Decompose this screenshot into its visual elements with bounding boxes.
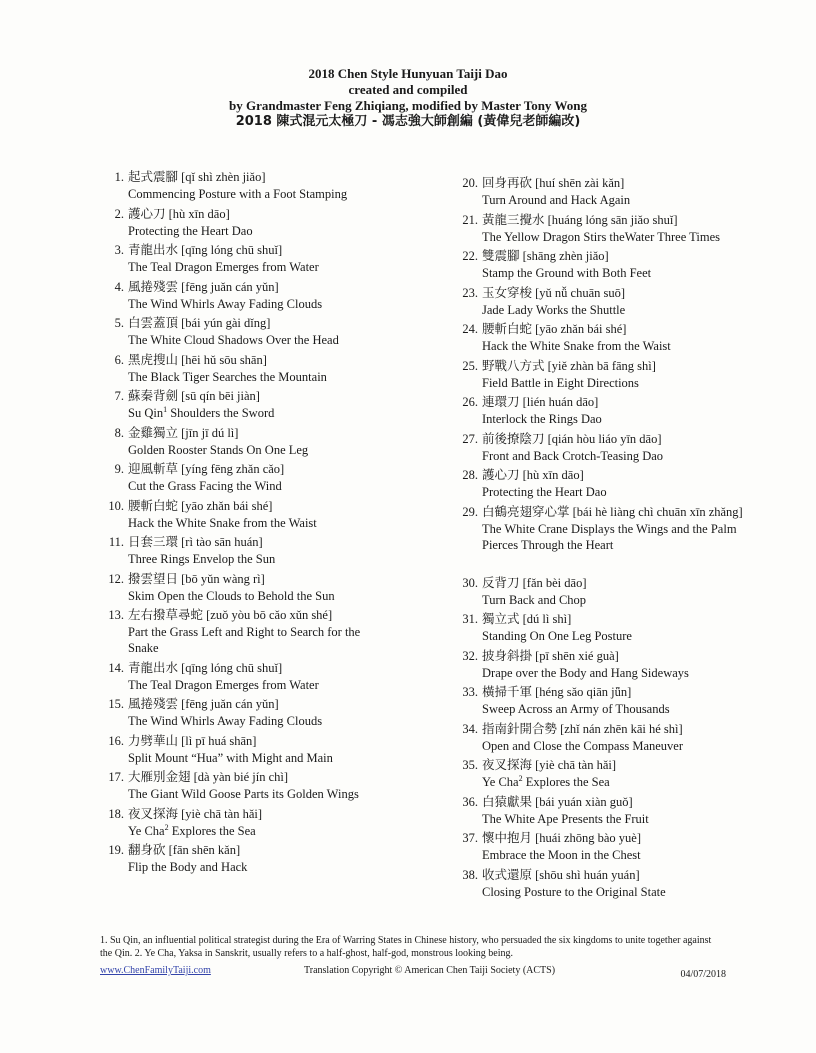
item-chinese-name: 護心刀 [482, 467, 520, 482]
list-item [456, 503, 756, 574]
item-chinese-name: 雙震腳 [482, 248, 520, 263]
item-chinese-line [128, 387, 392, 405]
item-english-name [482, 884, 756, 902]
item-number: 19. [108, 843, 124, 857]
item-number: 37. [462, 831, 478, 845]
item-chinese-name: 白猿獻果 [482, 793, 533, 809]
footnote-marker: 2 [518, 773, 523, 783]
item-english-text-cont: Explores the Sea [522, 775, 610, 789]
list-item [102, 205, 392, 242]
item-english-name [482, 338, 756, 356]
list-item [456, 720, 756, 757]
item-chinese-line [482, 503, 756, 521]
item-chinese-name: 披身斜掛 [482, 647, 533, 663]
item-english-text: Commencing Posture with a Foot Stamping [128, 187, 348, 201]
footnotes: 1. Su Qin, an influential political strategist during the Era of Warring States in Chinese history, who persuaded the six kingdoms to unite together against the Qin. 2. Ye Cha, Yaksa in Sanskrit, usually refers to a half-ghost, half-god, monstrous looking being. [100, 935, 712, 959]
item-number: 11. [108, 535, 124, 549]
item-number: 18. [108, 806, 124, 821]
item-pinyin: [fēng juǎn cán yǔn] [181, 279, 279, 294]
item-number: 3. [114, 243, 124, 257]
item-english-name [482, 229, 756, 247]
item-pinyin: [yíng fēng zhǎn cǎo] [181, 462, 285, 476]
item-pinyin: [jīn jī dú lì] [181, 425, 239, 440]
item-english-text: Interlock the Rings Dao [482, 412, 602, 426]
item-english-text: Sweep Across an Army of Thousands [482, 702, 670, 716]
item-english-name [128, 786, 392, 804]
item-chinese-line [128, 841, 392, 859]
item-pinyin: [bái yún gài dǐng] [181, 316, 271, 330]
item-english-text: Front and Back Crotch-Teasing Dao [482, 448, 664, 463]
item-english-text: Protecting the Heart Dao [128, 223, 253, 238]
item-english-name [128, 677, 392, 695]
item-pinyin: [shōu shì huán yuán] [535, 867, 640, 882]
item-number: 2. [114, 206, 124, 221]
title-line-2: created and compiled [348, 82, 468, 97]
item-chinese-name: 前後撩陰刀 [482, 430, 545, 446]
item-chinese-line [482, 756, 756, 774]
item-english-text: Flip the Body and Hack [128, 860, 248, 874]
item-english-text: Part the Grass Left and Right to Search for the Snake [128, 625, 361, 655]
item-pinyin: [yiè chā tàn hǎi] [181, 806, 262, 821]
item-english-text: Cut the Grass Facing the Wind [128, 479, 282, 493]
item-chinese-line [128, 570, 392, 588]
item-chinese-line [482, 174, 756, 192]
item-number: 7. [114, 389, 124, 403]
list-item [456, 866, 756, 903]
copyright-notice: Translation Copyright © American Chen Taiji Society (ACTS) [304, 965, 556, 976]
item-chinese-name: 青龍出水 [128, 659, 179, 675]
item-pinyin: [bái hè liàng chì chuān xīn zhǎng] [572, 504, 743, 519]
item-number: 26. [462, 395, 478, 409]
item-english-text: Closing Posture to the Original State [482, 884, 666, 899]
list-item [102, 241, 392, 278]
item-chinese-name: 日套三環 [128, 534, 179, 549]
item-english-name [482, 738, 756, 756]
item-chinese-line [482, 247, 756, 265]
title-line-3: by Grandmaster Feng Zhiqiang, modified by Master Tony Wong [229, 98, 587, 113]
item-english-text-cont: Shoulders the Sword [167, 406, 275, 420]
item-chinese-line [128, 768, 392, 786]
item-chinese-name: 回身再砍 [482, 175, 533, 190]
item-pinyin: [huáng lóng sān jiǎo shuǐ] [547, 212, 678, 227]
item-chinese-name: 玉女穿梭 [482, 284, 533, 300]
item-english-name [128, 750, 392, 768]
item-number: 4. [114, 279, 124, 294]
item-number: 24. [462, 322, 478, 336]
item-english-name [128, 551, 392, 569]
item-number: 35. [462, 758, 478, 772]
item-pinyin: [qīng lóng chū shuǐ] [181, 243, 283, 257]
title-line-1: 2018 Chen Style Hunyuan Taiji Dao [308, 66, 508, 81]
item-pinyin: [fǎn bèi dāo] [522, 575, 587, 590]
item-english-text: Protecting the Heart Dao [482, 485, 607, 499]
item-english-text: The White Ape Presents the Fruit [482, 811, 649, 826]
list-item [102, 424, 392, 461]
item-english-text: The Giant Wild Goose Parts its Golden Wings [128, 787, 359, 801]
item-number: 20. [462, 176, 478, 190]
item-chinese-line [482, 466, 756, 484]
item-chinese-name: 夜叉探海 [482, 757, 533, 772]
item-chinese-line [482, 683, 756, 701]
item-chinese-line [128, 533, 392, 551]
item-number: 32. [462, 648, 478, 663]
item-chinese-line [128, 805, 392, 823]
item-chinese-line [128, 205, 392, 223]
list-item [456, 610, 756, 647]
page-footer [100, 965, 726, 979]
item-number: 27. [462, 431, 478, 446]
item-number: 28. [462, 468, 478, 482]
item-pinyin: [yiě zhàn bā fāng shì] [547, 358, 656, 373]
item-chinese-name: 風捲殘雲 [128, 696, 179, 711]
item-pinyin: [yiè chā tàn hǎi] [535, 758, 616, 772]
item-chinese-line [482, 793, 756, 811]
item-english-name [482, 265, 756, 283]
item-chinese-name: 懷中抱月 [482, 830, 533, 845]
item-chinese-line [128, 497, 392, 515]
item-pinyin: [hēi hǔ sōu shān] [181, 352, 267, 367]
list-item [456, 683, 756, 720]
item-chinese-name: 橫掃千軍 [482, 684, 533, 699]
item-english-text: The Teal Dragon Emerges from Water [128, 677, 319, 692]
item-pinyin: [hù xīn dāo] [522, 468, 584, 482]
item-english-text: Hack the White Snake from the Waist [128, 515, 317, 530]
item-chinese-name: 起式震腳 [128, 169, 179, 184]
item-chinese-name: 指南針開合勢 [482, 720, 558, 736]
item-chinese-name: 腰斬白蛇 [482, 321, 533, 336]
item-number: 14. [108, 660, 124, 675]
footnote-marker: 1 [163, 404, 168, 414]
item-chinese-line [128, 351, 392, 369]
title-line-chinese: 2018 陳式混元太極刀 - 馮志強大師創編 (黃偉兒老師編改) [235, 114, 581, 129]
item-pinyin: [yāo zhǎn bái shé] [535, 322, 627, 336]
item-pinyin: [qián hòu liáo yīn dāo] [547, 431, 662, 446]
item-chinese-name: 白鶴亮翅穿心掌 [482, 503, 570, 519]
list-item [102, 533, 392, 570]
item-english-text: Open and Close the Compass Maneuver [482, 738, 684, 753]
list-item [456, 647, 756, 684]
item-english-text: The Wind Whirls Away Fading Clouds [128, 714, 323, 728]
list-item [102, 841, 392, 878]
item-chinese-name: 夜叉探海 [128, 805, 179, 821]
item-number: 23. [462, 285, 478, 300]
item-english-text: Drape over the Body and Hang Sideways [482, 665, 689, 680]
item-chinese-line [128, 424, 392, 442]
item-chinese-line [128, 241, 392, 259]
item-english-text: Split Mount “Hua” with Might and Main [128, 750, 333, 765]
item-english-name [482, 521, 756, 555]
item-number: 29. [462, 504, 478, 519]
item-chinese-name: 反背刀 [482, 574, 520, 590]
item-pinyin: [héng sǎo qiān jǖn] [535, 685, 632, 699]
item-english-name [482, 811, 756, 829]
item-chinese-name: 收式還原 [482, 866, 533, 882]
document-header [0, 66, 816, 130]
item-english-text: Jade Lady Works the Shuttle [482, 302, 626, 317]
item-pinyin: [yǔ nǚ chuān suō] [535, 285, 626, 300]
item-english-name [482, 192, 756, 210]
item-number: 31. [462, 612, 478, 626]
item-number: 16. [108, 733, 124, 748]
item-chinese-line [128, 606, 392, 624]
list-item [102, 314, 392, 351]
list-item [456, 466, 756, 503]
list-item [456, 320, 756, 357]
item-chinese-line [482, 320, 756, 338]
item-english-name [482, 847, 756, 865]
item-number: 1. [114, 170, 124, 184]
item-english-text: The Black Tiger Searches the Mountain [128, 369, 327, 384]
item-english-name [482, 628, 756, 646]
list-item [456, 174, 756, 211]
item-pinyin: [shāng zhèn jiǎo] [522, 249, 609, 263]
item-english-text: The White Crane Displays the Wings and the Palm Pierces Through the Heart [482, 521, 737, 552]
item-chinese-name: 金雞獨立 [128, 424, 179, 440]
item-chinese-name: 白雲蓋頂 [128, 315, 179, 330]
item-chinese-name: 力劈華山 [128, 732, 179, 748]
list-item [102, 695, 392, 732]
item-english-text-cont: Explores the Sea [168, 823, 256, 838]
list-item [456, 357, 756, 394]
item-pinyin: [lì pī huá shān] [181, 733, 257, 748]
item-pinyin: [lién huán dāo] [522, 395, 599, 409]
item-pinyin: [huái zhōng bào yuè] [535, 831, 642, 845]
item-number: 8. [114, 425, 124, 440]
item-chinese-name: 蘇秦背劍 [128, 388, 179, 403]
list-item [102, 659, 392, 696]
item-number: 5. [114, 316, 124, 330]
item-pinyin: [sū qín bēi jiàn] [181, 389, 260, 403]
item-pinyin: [fān shēn kǎn] [168, 843, 241, 857]
list-item [456, 574, 756, 611]
item-english-text: The Wind Whirls Away Fading Clouds [128, 296, 323, 311]
item-chinese-line [482, 610, 756, 628]
list-item [456, 211, 756, 248]
item-number: 36. [462, 794, 478, 809]
item-english-name [482, 665, 756, 683]
item-english-name [482, 375, 756, 393]
left-column-list [102, 168, 392, 878]
list-item [456, 393, 756, 430]
item-chinese-name: 翻身砍 [128, 842, 166, 857]
item-number: 21. [462, 212, 478, 227]
list-item [102, 805, 392, 842]
item-number: 17. [108, 770, 124, 784]
item-pinyin: [yāo zhǎn bái shé] [181, 498, 273, 513]
item-chinese-line [128, 460, 392, 478]
item-number: 25. [462, 358, 478, 373]
list-item [456, 793, 756, 830]
item-chinese-name: 青龍出水 [128, 242, 179, 257]
item-english-text: Three Rings Envelop the Sun [128, 552, 276, 566]
item-english-name [482, 448, 756, 466]
item-english-text: Ye Cha [128, 823, 165, 838]
item-english-name [128, 478, 392, 496]
item-english-name [482, 701, 756, 719]
item-pinyin: [dú lì shì] [522, 612, 572, 626]
item-english-name [128, 859, 392, 877]
item-english-name [128, 442, 392, 460]
item-pinyin: [bō yǔn wàng rì] [181, 571, 265, 586]
item-chinese-name: 護心刀 [128, 205, 166, 221]
item-english-name [128, 624, 392, 658]
item-chinese-name: 迎風斬草 [128, 461, 179, 476]
item-chinese-line [482, 284, 756, 302]
item-english-name [128, 223, 392, 241]
list-item [102, 497, 392, 534]
item-english-text: Skim Open the Clouds to Behold the Sun [128, 588, 335, 603]
item-chinese-line [128, 695, 392, 713]
list-item [102, 732, 392, 769]
item-english-text: Stamp the Ground with Both Feet [482, 266, 652, 280]
list-item [102, 387, 392, 424]
item-pinyin: [bái yuán xiàn guǒ] [535, 794, 633, 809]
website-link[interactable]: www.ChenFamilyTaiji.com [100, 965, 211, 976]
item-chinese-name: 左右撥草尋蛇 [128, 607, 204, 622]
list-item [102, 768, 392, 805]
right-column-list [456, 174, 756, 902]
item-chinese-line [128, 168, 392, 186]
item-english-name [482, 411, 756, 429]
item-number: 30. [462, 575, 478, 590]
list-item [102, 168, 392, 205]
item-english-text: Embrace the Moon in the Chest [482, 848, 641, 862]
item-pinyin: [qǐ shì zhèn jiǎo] [181, 170, 266, 184]
list-item [456, 430, 756, 467]
list-item [456, 829, 756, 866]
item-chinese-name: 大雁別金翅 [128, 769, 191, 784]
item-chinese-name: 腰斬白蛇 [128, 497, 179, 513]
item-english-name [128, 296, 392, 314]
item-number: 33. [462, 685, 478, 699]
item-number: 12. [108, 571, 124, 586]
item-number: 13. [108, 608, 124, 622]
list-item [102, 606, 392, 659]
footnote-marker: 2 [164, 822, 169, 832]
item-english-name [128, 405, 392, 423]
item-chinese-line [128, 732, 392, 750]
item-pinyin: [zhǐ nán zhēn kāi hé shì] [560, 721, 683, 736]
item-chinese-line [128, 314, 392, 332]
item-chinese-line [482, 430, 756, 448]
item-english-text: Standing On One Leg Posture [482, 629, 632, 643]
list-item [456, 247, 756, 284]
item-english-name [128, 369, 392, 387]
item-chinese-line [482, 211, 756, 229]
item-english-name [128, 186, 392, 204]
item-chinese-line [482, 393, 756, 411]
item-english-name [128, 823, 392, 841]
item-number: 10. [108, 498, 124, 513]
item-english-name [482, 592, 756, 610]
item-number: 6. [114, 352, 124, 367]
item-chinese-line [482, 357, 756, 375]
list-item [456, 284, 756, 321]
item-number: 38. [462, 867, 478, 882]
item-english-text: Hack the White Snake from the Waist [482, 339, 671, 353]
item-chinese-name: 連環刀 [482, 394, 520, 409]
item-pinyin: [qīng lóng chū shuǐ] [181, 660, 283, 675]
item-number: 22. [462, 249, 478, 263]
item-number: 34. [462, 721, 478, 736]
item-english-text: The Teal Dragon Emerges from Water [128, 260, 319, 274]
item-chinese-name: 野戰八方式 [482, 357, 545, 373]
item-number: 15. [108, 697, 124, 711]
item-english-text: Turn Around and Hack Again [482, 193, 631, 207]
item-pinyin: [hù xīn dāo] [168, 206, 230, 221]
item-pinyin: [dà yàn bié jín chì] [193, 770, 289, 784]
item-chinese-name: 黑虎搜山 [128, 351, 179, 367]
item-pinyin: [rì tào sān huán] [181, 535, 263, 549]
list-item [102, 278, 392, 315]
list-item [456, 756, 756, 793]
list-item [102, 351, 392, 388]
item-english-name [128, 259, 392, 277]
item-english-text: Turn Back and Chop [482, 592, 587, 607]
item-chinese-line [482, 866, 756, 884]
item-english-name [128, 713, 392, 731]
item-pinyin: [fēng juǎn cán yǔn] [181, 697, 279, 711]
item-english-name [482, 302, 756, 320]
item-number: 9. [114, 462, 124, 476]
item-english-text: Su Qin [128, 406, 164, 420]
item-english-name [128, 515, 392, 533]
item-chinese-line [482, 829, 756, 847]
item-english-text: Field Battle in Eight Directions [482, 375, 639, 390]
list-item [102, 570, 392, 607]
item-chinese-name: 黃龍三攪水 [482, 211, 545, 227]
item-english-text: The Yellow Dragon Stirs theWater Three Times [482, 229, 720, 244]
item-chinese-line [482, 720, 756, 738]
item-chinese-name: 風捲殘雲 [128, 278, 179, 294]
item-pinyin: [pī shēn xié guà] [535, 648, 619, 663]
item-chinese-line [128, 659, 392, 677]
item-chinese-line [128, 278, 392, 296]
item-english-text: The White Cloud Shadows Over the Head [128, 333, 339, 347]
item-english-text: Ye Cha [482, 775, 519, 789]
item-chinese-name: 撥雲望日 [128, 570, 179, 586]
item-english-text: Golden Rooster Stands On One Leg [128, 442, 309, 457]
list-item [102, 460, 392, 497]
item-english-name [482, 484, 756, 502]
item-chinese-line [482, 574, 756, 592]
item-chinese-name: 獨立式 [482, 611, 520, 626]
item-english-name [482, 774, 756, 792]
document-date: 04/07/2018 [680, 969, 726, 980]
item-pinyin: [huí shēn zài kǎn] [535, 176, 625, 190]
item-english-name [128, 332, 392, 350]
item-chinese-line [482, 647, 756, 665]
item-english-name [128, 588, 392, 606]
item-pinyin: [zuǒ yòu bō cǎo xǔn shé] [206, 608, 333, 622]
